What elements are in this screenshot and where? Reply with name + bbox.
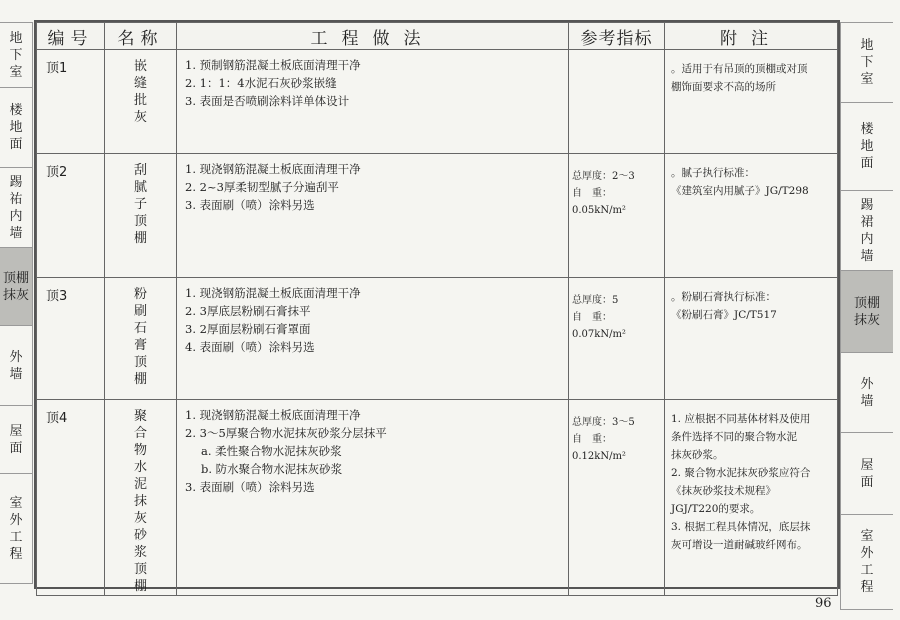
left-tab-ceiling-plaster[interactable]: 顶棚 抹灰 — [0, 248, 32, 326]
row-spec: 总厚度：2～3 自 重：0.05kN/m² — [569, 154, 665, 278]
row-name: 刮腻子顶棚 — [105, 154, 177, 278]
left-tab-floor[interactable]: 楼地面 — [0, 88, 32, 168]
right-tab-exterior-wall[interactable]: 外墙 — [841, 353, 893, 433]
header-name: 名称 — [105, 23, 177, 50]
row-name: 嵌缝批灰 — [105, 50, 177, 154]
right-tab-basement[interactable]: 地下室 — [841, 23, 893, 103]
header-note: 附注 — [665, 23, 838, 50]
table-row — [37, 400, 838, 596]
table-header-row — [37, 23, 838, 50]
row-code: 顶1 — [37, 50, 105, 154]
right-tab-floor[interactable]: 楼地面 — [841, 103, 893, 191]
row-spec: 总厚度：3～5 自 重：0.12kN/m² — [569, 400, 665, 596]
right-tab-ceiling-plaster[interactable]: 顶棚 抹灰 — [841, 271, 893, 353]
header-method: 工程做法 — [177, 23, 569, 50]
table-row — [37, 154, 838, 278]
page-number: 96 — [815, 596, 832, 611]
row-method: 1. 预制钢筋混凝土板底面清理干净 2. 1：1：4水泥石灰砂浆嵌缝 3. 表面是否喷刷涂料详单体设计 — [177, 50, 569, 154]
left-tab-roof[interactable]: 屋面 — [0, 406, 32, 474]
row-method: 1. 现浇钢筋混凝土板底面清理干净 2. 2~3厚柔韧型腻子分遍刮平 3. 表面刷（喷）涂料另选 — [177, 154, 569, 278]
header-spec: 参考指标 — [569, 23, 665, 50]
left-tab-exterior-wall[interactable]: 外墙 — [0, 326, 32, 406]
left-section-tabs — [0, 22, 33, 584]
row-spec: 总厚度：5 自 重：0.07kN/m² — [569, 278, 665, 400]
left-tab-basement[interactable]: 地下室 — [0, 23, 32, 88]
row-note: 。适用于有吊顶的顶棚或对顶 棚饰面要求不高的场所 — [665, 50, 838, 154]
row-code: 顶4 — [37, 400, 105, 596]
right-tab-skirting-interior-wall[interactable]: 踢裙内墙 — [841, 191, 893, 271]
row-code: 顶3 — [37, 278, 105, 400]
left-tab-outdoor-works[interactable]: 室外工程 — [0, 474, 32, 584]
row-method: 1. 现浇钢筋混凝土板底面清理干净 2. 3厚底层粉刷石膏抹平 3. 2厚面层粉刷石膏罩面 4. 表面刷（喷）涂料另选 — [177, 278, 569, 400]
row-name: 粉刷石膏顶棚 — [105, 278, 177, 400]
right-tab-outdoor-works[interactable]: 室外工程 — [841, 515, 893, 610]
right-section-tabs — [840, 22, 893, 610]
row-spec — [569, 50, 665, 154]
row-note: 。腻子执行标准： 《建筑室内用腻子》JG/T298 — [665, 154, 838, 278]
construction-method-table — [34, 20, 840, 594]
row-name: 聚合物水泥抹灰砂浆顶棚 — [105, 400, 177, 596]
row-method: 1. 现浇钢筋混凝土板底面清理干净 2. 3～5厚聚合物水泥抹灰砂浆分层抹平 a. 柔性聚合物水泥抹灰砂浆 b. 防水聚合物水泥抹灰砂浆 3. 表面刷（喷）涂料另选 — [177, 400, 569, 596]
row-note: 1. 应根据不同基体材料及使用 条件选择不同的聚合物水泥 抹灰砂浆。 2. 聚合物水泥抹灰砂浆应符合 《抹灰砂浆技术规程》 JGJ/T220的要求。 3. 根据工程具体情况，底层抹 灰可增设一道耐碱玻纤网布。 — [665, 400, 838, 596]
table-row — [37, 50, 838, 154]
header-code: 编号 — [37, 23, 105, 50]
row-note: 。粉刷石膏执行标准： 《粉刷石膏》JC/T517 — [665, 278, 838, 400]
row-code: 顶2 — [37, 154, 105, 278]
left-tab-skirting-interior-wall[interactable]: 踢祐内墙 — [0, 168, 32, 248]
table-row — [37, 278, 838, 400]
right-tab-roof[interactable]: 屋面 — [841, 433, 893, 515]
